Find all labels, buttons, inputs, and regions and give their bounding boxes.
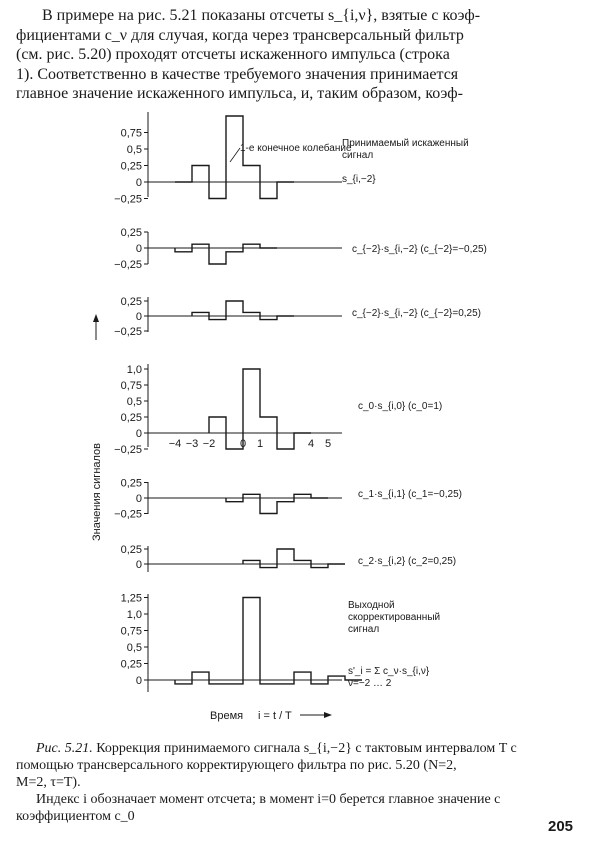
panel-p2 <box>114 227 487 271</box>
text-line: 1). Соответственно в качестве требуемого значения принимается <box>16 65 459 83</box>
tick-label: 0,25 <box>120 477 142 490</box>
tick-label: 0,25 <box>120 160 142 173</box>
caption-title: Рис. 5.21. <box>36 741 93 756</box>
panel-p7 <box>121 593 441 693</box>
signal-staircase <box>175 244 277 264</box>
tick-label: 0,25 <box>120 296 142 308</box>
x-axis-formula: i = t / T <box>258 710 292 722</box>
y-axis-arrowhead <box>93 314 99 322</box>
tick-label: 0 <box>135 559 142 571</box>
x-tick-label: 5 <box>324 438 332 450</box>
tick-label: 0 <box>135 428 142 440</box>
text-line: (см. рис. 5.20) проходят отсчеты искаженного импульса (строка <box>16 46 450 63</box>
signal-staircase <box>192 301 294 320</box>
figure-5-21 <box>90 102 560 732</box>
tick-label: 0 <box>135 311 142 323</box>
panel-annotation: 1-е конечное колебание <box>240 143 352 154</box>
panel-label: s'_i = Σ c_ν·s_{i,ν} <box>348 666 430 677</box>
panel-label: c_1·s_{i,1} (c_1=−0,25) <box>358 489 462 500</box>
x-tick-label: −2 <box>202 438 216 450</box>
tick-label: 0,25 <box>120 544 142 556</box>
tick-label: 1,0 <box>126 609 142 621</box>
panel-label: скорректированный <box>348 612 441 623</box>
signal-staircase <box>209 369 311 449</box>
tick-label: 0,25 <box>120 227 142 239</box>
x-tick-label: 0 <box>239 438 247 450</box>
tick-label: 1,0 <box>126 364 142 376</box>
x-axis-label: Время <box>210 710 244 722</box>
tick-label: 0 <box>135 675 142 687</box>
tick-label: −0,25 <box>114 508 142 521</box>
panel-label: сигнал <box>342 150 374 161</box>
panel-p1 <box>114 112 469 206</box>
caption-line: Индекс i обозначает момент отсчета; в момент i=0 берется главное значение с <box>36 792 501 807</box>
tick-label: 0 <box>135 243 142 255</box>
annotation-leader <box>230 148 240 162</box>
tick-label: 0 <box>135 493 142 505</box>
x-tick-label: 1 <box>256 438 264 450</box>
tick-label: 0,5 <box>126 642 142 654</box>
tick-label: 1,25 <box>120 592 142 605</box>
tick-label: −0,25 <box>114 259 142 271</box>
panel-label: c_0·s_{i,0} (c_0=1) <box>358 401 443 412</box>
page-number: 205 <box>548 818 574 835</box>
panel-label: Выходной <box>348 600 395 611</box>
figure-caption <box>16 740 580 825</box>
panel-label: c_{−2}·s_{i,−2} (c_{−2}=0,25) <box>352 308 481 319</box>
tick-label: 0,5 <box>126 144 142 156</box>
tick-label: 0,75 <box>120 380 142 392</box>
panel-label: ν=−2 … 2 <box>348 678 392 689</box>
panel-label: c_{−2}·s_{i,−2} (c_{−2}=−0,25) <box>352 244 487 255</box>
y-axis-label: Значения сигналов <box>91 442 103 542</box>
tick-label: −0,25 <box>114 326 142 338</box>
x-axis-arrowhead <box>324 712 332 718</box>
panel-label: c_2·s_{i,2} (c_2=0,25) <box>358 556 457 567</box>
tick-label: 0,75 <box>120 127 142 140</box>
tick-label: 0,75 <box>120 625 142 638</box>
panel-label: s_{i,−2} <box>342 174 376 185</box>
signal-staircase <box>243 549 345 568</box>
caption-line: Коррекция принимаемого сигнала s_{i,−2} с тактовым интервалом T с <box>96 741 517 756</box>
panel-label: Принимаемый искаженный <box>342 138 469 149</box>
text-line: В примере на рис. 5.21 показаны отсчеты s_{i,ν}, взятые с коэф- <box>42 7 481 24</box>
caption-line: коэффициентом c_0 <box>16 809 135 824</box>
signal-staircase <box>175 598 362 684</box>
signal-staircase <box>175 116 294 199</box>
tick-label: 0 <box>135 177 142 189</box>
panel-label: сигнал <box>348 624 380 635</box>
panel-p5 <box>114 478 462 521</box>
x-tick-label: −3 <box>185 438 199 450</box>
panel-p3 <box>114 296 481 338</box>
signal-staircase <box>226 494 328 513</box>
x-tick-label: −4 <box>168 438 182 450</box>
caption-line: M=2, τ=T). <box>16 775 81 790</box>
tick-label: 0,25 <box>120 658 142 671</box>
text-line: главное значение искаженного импульса, и, таким образом, коэф- <box>16 85 463 102</box>
tick-label: −0,25 <box>114 444 142 456</box>
signal-panels <box>114 112 487 692</box>
x-tick-label: 4 <box>307 438 315 450</box>
tick-label: 0,5 <box>126 396 142 408</box>
caption-line: помощью трансверсального корректирующего фильтра по рис. 5.20 (N=2, <box>16 758 457 773</box>
text-block <box>16 6 576 104</box>
text-line: фициентами c_ν для случая, когда через трансверсальный фильтр <box>16 26 464 44</box>
panel-p4 <box>114 364 442 456</box>
panel-p6 <box>121 544 457 572</box>
tick-label: −0,25 <box>114 193 142 206</box>
tick-label: 0,25 <box>120 412 142 424</box>
